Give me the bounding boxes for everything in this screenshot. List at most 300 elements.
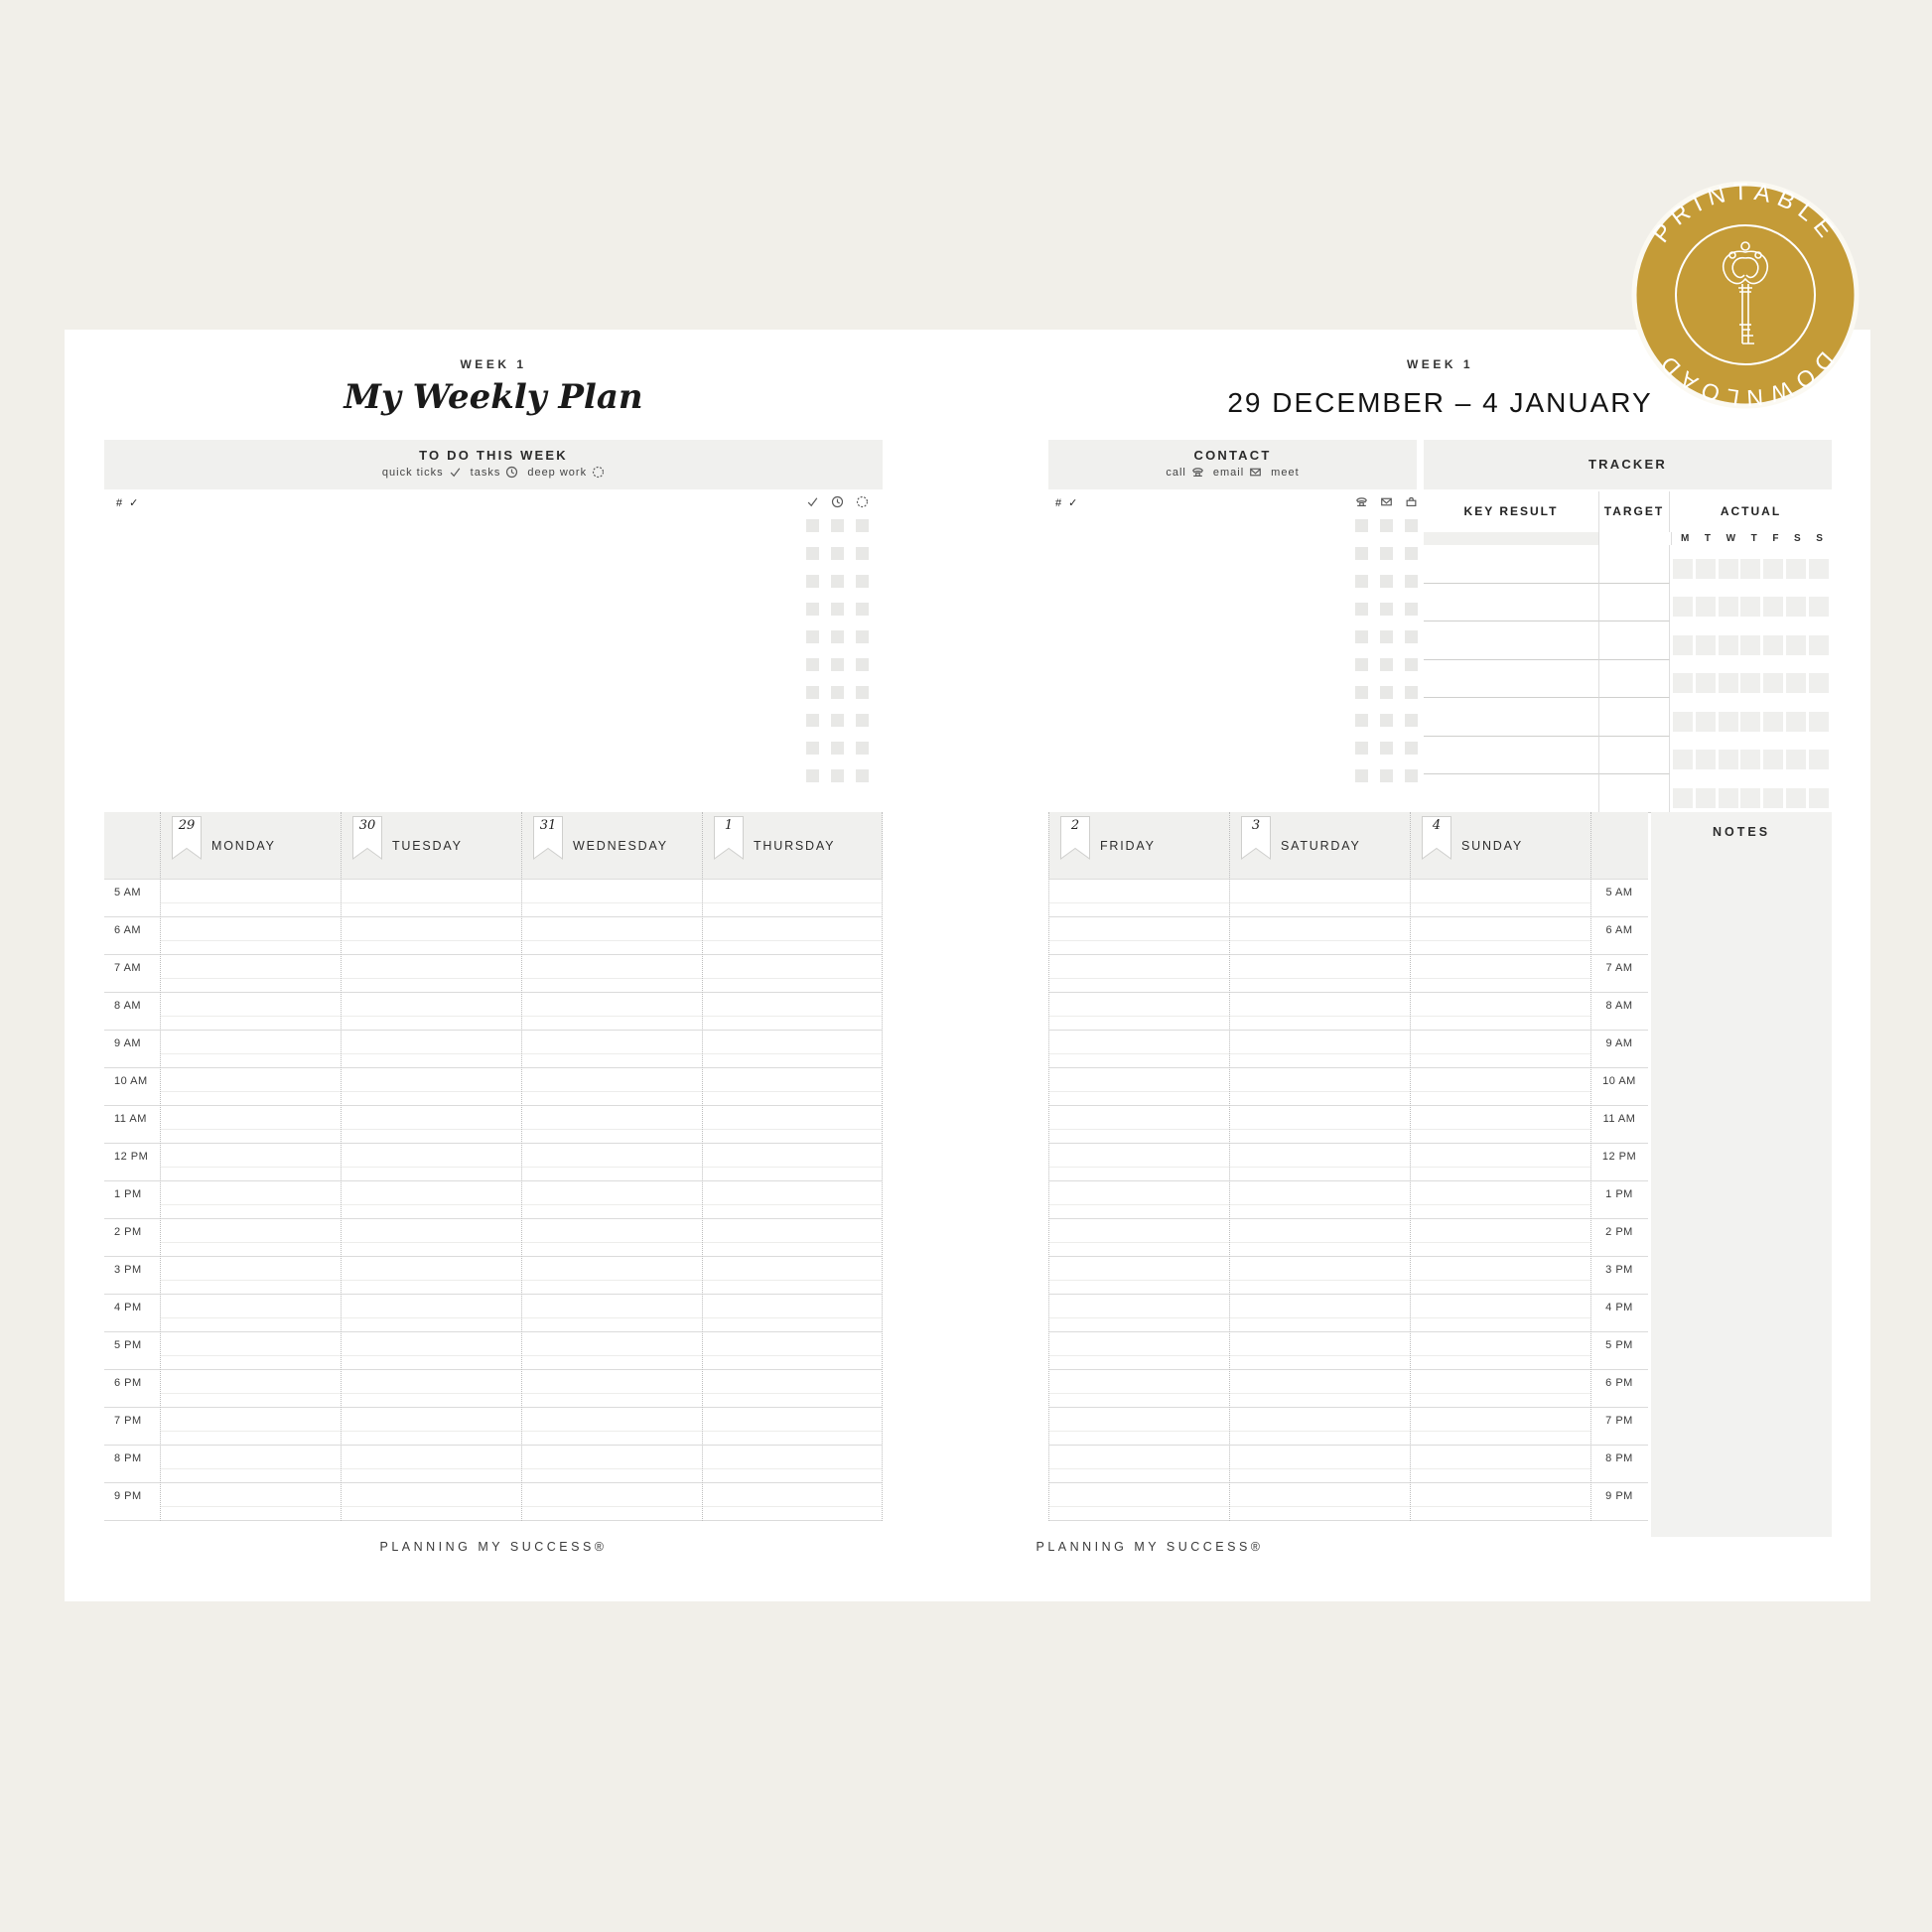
hour-row bbox=[104, 1219, 883, 1257]
checkbox bbox=[831, 575, 844, 588]
day-date: 1 bbox=[724, 818, 734, 833]
half-hour-line bbox=[1048, 1204, 1590, 1205]
checkbox bbox=[806, 575, 819, 588]
checkbox bbox=[831, 714, 844, 727]
tracker-checkbox bbox=[1673, 597, 1693, 617]
half-hour-line bbox=[1048, 940, 1590, 941]
time-label: 12 PM bbox=[114, 1151, 149, 1163]
half-hour-line bbox=[1048, 1167, 1590, 1168]
time-label: 9 AM bbox=[114, 1037, 142, 1049]
tracker-checkbox bbox=[1740, 673, 1760, 693]
tracker-checkbox bbox=[1786, 750, 1806, 769]
hour-row bbox=[104, 1144, 883, 1181]
tracker-target-cell bbox=[1598, 737, 1670, 775]
contact-check-columns bbox=[1355, 495, 1418, 782]
tracker-actual-cell bbox=[1670, 584, 1832, 622]
checkbox bbox=[856, 686, 869, 699]
day-name: WEDNESDAY bbox=[573, 838, 668, 853]
notes-panel bbox=[1651, 812, 1832, 1537]
time-label: 2 PM bbox=[114, 1226, 142, 1238]
checkbox bbox=[806, 769, 819, 782]
day-name: MONDAY bbox=[211, 838, 276, 853]
time-label: 5 PM bbox=[1605, 1339, 1633, 1351]
tracker-checkbox bbox=[1719, 788, 1738, 808]
left-week-label: WEEK 1 bbox=[460, 357, 527, 371]
time-label: 6 PM bbox=[1605, 1377, 1633, 1389]
checkbox bbox=[831, 603, 844, 616]
legend-item bbox=[471, 466, 519, 479]
tracker-checkbox bbox=[1809, 635, 1829, 655]
checkbox bbox=[1405, 547, 1418, 560]
day-column-header bbox=[1048, 812, 1229, 879]
checkbox bbox=[806, 714, 819, 727]
checkbox bbox=[856, 547, 869, 560]
tracker-checkbox bbox=[1740, 750, 1760, 769]
hour-row bbox=[104, 1370, 883, 1408]
tracker-checkbox bbox=[1719, 559, 1738, 579]
time-label: 6 AM bbox=[114, 924, 142, 936]
hour-row bbox=[1048, 1446, 1648, 1483]
time-label: 5 AM bbox=[114, 887, 142, 898]
tracker-key-result-cell bbox=[1424, 584, 1598, 622]
checkbox bbox=[1380, 742, 1393, 755]
right-footer-brand: PLANNING MY SUCCESS® bbox=[1035, 1540, 1264, 1554]
hour-row bbox=[1048, 1144, 1648, 1181]
tracker-key-result-cell bbox=[1424, 621, 1598, 660]
time-label: 12 PM bbox=[1601, 1151, 1637, 1163]
time-label: 3 PM bbox=[1605, 1264, 1633, 1276]
tracker-checkbox bbox=[1719, 597, 1738, 617]
time-label: 9 PM bbox=[114, 1490, 142, 1502]
contact-check-grid bbox=[1355, 519, 1418, 782]
half-hour-line bbox=[1048, 1355, 1590, 1356]
checkbox bbox=[831, 630, 844, 643]
hour-row bbox=[1048, 1408, 1648, 1446]
checkbox bbox=[1355, 686, 1368, 699]
checkbox bbox=[1405, 714, 1418, 727]
column-divider bbox=[1590, 812, 1591, 1521]
check-icon bbox=[806, 495, 819, 508]
tracker-checkbox bbox=[1763, 635, 1783, 655]
legend-label: quick ticks bbox=[381, 466, 444, 479]
hour-row bbox=[1048, 1370, 1648, 1408]
checkbox bbox=[1405, 519, 1418, 532]
tracker-target-cell bbox=[1598, 584, 1670, 622]
tracker-checkbox bbox=[1763, 673, 1783, 693]
half-hour-line bbox=[1048, 1280, 1590, 1281]
hour-row bbox=[1048, 1068, 1648, 1106]
column-divider bbox=[341, 812, 342, 1521]
right-week-grid bbox=[1048, 812, 1648, 1521]
tracker-key-result-cell bbox=[1424, 737, 1598, 775]
compass-icon bbox=[592, 466, 605, 479]
day-column-header bbox=[702, 812, 883, 879]
time-label: 7 PM bbox=[1605, 1415, 1633, 1427]
tracker-row bbox=[1424, 698, 1832, 737]
compass-icon bbox=[856, 495, 869, 508]
hour-row bbox=[1048, 917, 1648, 955]
tracker-subheader-target bbox=[1598, 532, 1672, 545]
time-label: 8 PM bbox=[114, 1452, 142, 1464]
tracker-row bbox=[1424, 621, 1832, 660]
phone-icon bbox=[1355, 495, 1368, 508]
todo-legend bbox=[104, 466, 883, 479]
tracker-rows bbox=[1424, 545, 1832, 813]
time-label: 7 AM bbox=[1605, 962, 1633, 974]
day-name: FRIDAY bbox=[1100, 838, 1156, 853]
tracker-checkbox bbox=[1809, 673, 1829, 693]
column-divider bbox=[1048, 812, 1049, 1521]
tracker-day-letter: T bbox=[1704, 533, 1712, 544]
checkbox bbox=[831, 547, 844, 560]
checkbox bbox=[1355, 769, 1368, 782]
tracker-checkbox bbox=[1673, 559, 1693, 579]
time-label: 5 AM bbox=[1605, 887, 1633, 898]
todo-list-corner: # ✓ bbox=[116, 497, 141, 509]
checkbox bbox=[1355, 547, 1368, 560]
half-hour-line bbox=[1048, 1053, 1590, 1054]
half-hour-line bbox=[1048, 1317, 1590, 1318]
half-hour-line bbox=[1048, 1506, 1590, 1507]
checkbox bbox=[1355, 575, 1368, 588]
tracker-target-cell bbox=[1598, 660, 1670, 699]
time-label: 4 PM bbox=[1605, 1302, 1633, 1313]
tracker-day-letter: M bbox=[1681, 533, 1690, 544]
time-label: 7 AM bbox=[114, 962, 142, 974]
tracker-checkbox bbox=[1719, 750, 1738, 769]
badge-arc-bottom-text: DOWNLOAD bbox=[1651, 346, 1840, 412]
day-name: SUNDAY bbox=[1461, 838, 1523, 853]
hour-row bbox=[104, 1295, 883, 1332]
tracker-checkbox bbox=[1786, 712, 1806, 732]
phone-icon bbox=[1191, 466, 1204, 479]
checkbox bbox=[831, 658, 844, 671]
tracker-target-cell bbox=[1598, 774, 1670, 813]
checkbox bbox=[1355, 714, 1368, 727]
todo-check-grid bbox=[806, 519, 869, 782]
time-label: 8 AM bbox=[1605, 1000, 1633, 1012]
tracker-checkbox bbox=[1673, 788, 1693, 808]
checkbox bbox=[806, 603, 819, 616]
hour-row bbox=[1048, 955, 1648, 993]
checkbox bbox=[856, 742, 869, 755]
checkbox bbox=[1380, 519, 1393, 532]
notes-title: NOTES bbox=[1712, 825, 1771, 839]
time-label: 10 AM bbox=[1602, 1075, 1636, 1087]
checkbox bbox=[806, 658, 819, 671]
legend-item bbox=[1271, 467, 1299, 479]
checkbox bbox=[806, 630, 819, 643]
check-icon bbox=[449, 466, 462, 479]
checkbox bbox=[806, 742, 819, 755]
badge-arc-top-text: PRINTABLE bbox=[1647, 178, 1844, 248]
tracker-checkbox bbox=[1763, 597, 1783, 617]
contact-check-column-icons bbox=[1355, 495, 1418, 508]
hour-row bbox=[1048, 1181, 1648, 1219]
hour-row bbox=[1048, 880, 1648, 917]
column-divider bbox=[160, 812, 161, 1521]
checkbox bbox=[1380, 630, 1393, 643]
tracker-checkbox bbox=[1786, 635, 1806, 655]
tracker-key-result-cell bbox=[1424, 660, 1598, 699]
contact-legend bbox=[1048, 466, 1417, 479]
tracker-checkbox bbox=[1763, 559, 1783, 579]
checkbox bbox=[1355, 742, 1368, 755]
tracker-checkbox bbox=[1786, 559, 1806, 579]
tracker-day-letter: T bbox=[1750, 533, 1757, 544]
tracker-header-row bbox=[1424, 491, 1832, 532]
right-page-title: 29 DECEMBER – 4 JANUARY bbox=[1227, 387, 1653, 418]
checkbox bbox=[856, 714, 869, 727]
hour-row bbox=[1048, 1031, 1648, 1068]
hour-row bbox=[1048, 993, 1648, 1031]
checkbox bbox=[856, 630, 869, 643]
left-day-header-band bbox=[104, 812, 883, 880]
checkbox bbox=[1380, 686, 1393, 699]
checkbox bbox=[1405, 658, 1418, 671]
time-label: 6 AM bbox=[1605, 924, 1633, 936]
half-hour-line bbox=[1048, 978, 1590, 979]
hour-row bbox=[1048, 1332, 1648, 1370]
tracker-checkbox bbox=[1719, 673, 1738, 693]
hour-row bbox=[1048, 1106, 1648, 1144]
time-label: 9 PM bbox=[1605, 1490, 1633, 1502]
time-label: 8 PM bbox=[1605, 1452, 1633, 1464]
tracker-checkbox bbox=[1809, 712, 1829, 732]
checkbox bbox=[856, 769, 869, 782]
clock-icon bbox=[505, 466, 518, 479]
hour-row bbox=[104, 917, 883, 955]
hour-row bbox=[104, 1031, 883, 1068]
checkbox bbox=[831, 742, 844, 755]
tracker-checkbox bbox=[1696, 597, 1716, 617]
hour-row bbox=[104, 1106, 883, 1144]
tracker-row bbox=[1424, 545, 1832, 584]
day-date: 2 bbox=[1070, 818, 1080, 833]
legend-item bbox=[1166, 466, 1204, 479]
todo-check-columns bbox=[806, 495, 869, 782]
tracker-subheader-strip bbox=[1424, 532, 1598, 545]
tracker-table bbox=[1424, 491, 1832, 813]
checkbox bbox=[1355, 519, 1368, 532]
time-label: 11 AM bbox=[114, 1113, 147, 1125]
time-label: 8 AM bbox=[114, 1000, 142, 1012]
left-footer-brand: PLANNING MY SUCCESS® bbox=[379, 1540, 608, 1554]
checkbox bbox=[1405, 742, 1418, 755]
tracker-checkbox bbox=[1673, 750, 1693, 769]
briefcase-icon bbox=[1405, 495, 1418, 508]
checkbox bbox=[831, 769, 844, 782]
half-hour-line bbox=[1048, 1431, 1590, 1432]
day-name: SATURDAY bbox=[1281, 838, 1361, 853]
day-name: THURSDAY bbox=[754, 838, 836, 853]
tracker-title: TRACKER bbox=[1588, 457, 1667, 472]
tracker-checkbox bbox=[1740, 712, 1760, 732]
tracker-checkbox bbox=[1696, 559, 1716, 579]
checkbox bbox=[1355, 603, 1368, 616]
tracker-day-letter: W bbox=[1725, 533, 1736, 544]
tracker-key-result-cell bbox=[1424, 698, 1598, 737]
checkbox bbox=[1380, 547, 1393, 560]
hour-row bbox=[104, 1446, 883, 1483]
tracker-checkbox bbox=[1696, 788, 1716, 808]
tracker-checkbox bbox=[1740, 597, 1760, 617]
legend-label: meet bbox=[1271, 466, 1300, 479]
hour-row bbox=[104, 1332, 883, 1370]
tracker-checkbox bbox=[1809, 597, 1829, 617]
tracker-row bbox=[1424, 774, 1832, 813]
left-hour-rows bbox=[104, 880, 883, 1521]
tracker-checkbox bbox=[1786, 597, 1806, 617]
tracker-row bbox=[1424, 737, 1832, 775]
tracker-col-key-result: KEY RESULT bbox=[1463, 504, 1559, 518]
hour-row bbox=[104, 1068, 883, 1106]
half-hour-line bbox=[1048, 1468, 1590, 1469]
half-hour-line bbox=[1048, 1016, 1590, 1017]
checkbox bbox=[1380, 603, 1393, 616]
time-label: 9 AM bbox=[1605, 1037, 1633, 1049]
tracker-col-actual: ACTUAL bbox=[1720, 504, 1782, 518]
day-date: 3 bbox=[1251, 818, 1261, 833]
tracker-checkbox bbox=[1719, 635, 1738, 655]
contact-section-header bbox=[1048, 440, 1417, 489]
time-label: 7 PM bbox=[114, 1415, 142, 1427]
tracker-checkbox bbox=[1740, 635, 1760, 655]
tracker-checkbox bbox=[1740, 559, 1760, 579]
checkbox bbox=[1355, 630, 1368, 643]
left-page-title: My Weekly Plan bbox=[344, 377, 643, 417]
column-divider bbox=[882, 812, 883, 1521]
tracker-checkbox bbox=[1809, 559, 1829, 579]
hour-row bbox=[104, 1483, 883, 1521]
day-name: TUESDAY bbox=[392, 838, 463, 853]
column-divider bbox=[702, 812, 703, 1521]
tracker-actual-cell bbox=[1670, 774, 1832, 813]
hour-row bbox=[104, 1408, 883, 1446]
checkbox bbox=[806, 519, 819, 532]
checkbox bbox=[1380, 769, 1393, 782]
legend-label: call bbox=[1166, 466, 1186, 479]
day-column-header bbox=[160, 812, 341, 879]
hour-row bbox=[1048, 1219, 1648, 1257]
legend-label: email bbox=[1212, 466, 1245, 479]
tracker-checkbox bbox=[1719, 712, 1738, 732]
tracker-actual-cell bbox=[1670, 545, 1832, 584]
tracker-target-cell bbox=[1598, 621, 1670, 660]
tracker-checkbox bbox=[1763, 788, 1783, 808]
tracker-day-letters bbox=[1672, 532, 1832, 545]
time-label: 4 PM bbox=[114, 1302, 142, 1313]
hour-row bbox=[1048, 1257, 1648, 1295]
checkbox bbox=[806, 686, 819, 699]
column-divider bbox=[521, 812, 522, 1521]
hour-row bbox=[1048, 1483, 1648, 1521]
day-date: 29 bbox=[178, 818, 196, 833]
time-label: 6 PM bbox=[114, 1377, 142, 1389]
tracker-checkbox bbox=[1763, 712, 1783, 732]
tracker-actual-cell bbox=[1670, 660, 1832, 699]
checkbox bbox=[1355, 658, 1368, 671]
tracker-checkbox bbox=[1696, 673, 1716, 693]
tracker-section-header bbox=[1424, 440, 1832, 489]
tracker-col-target: TARGET bbox=[1598, 491, 1670, 532]
time-label: 1 PM bbox=[114, 1188, 142, 1200]
tracker-subheader-row bbox=[1424, 532, 1832, 545]
hour-row bbox=[104, 880, 883, 917]
todo-section-header bbox=[104, 440, 883, 489]
legend-item bbox=[1213, 466, 1262, 479]
checkbox bbox=[831, 686, 844, 699]
legend-item bbox=[527, 466, 605, 479]
tracker-key-result-cell bbox=[1424, 545, 1598, 584]
left-week-grid bbox=[104, 812, 883, 1521]
checkbox bbox=[1405, 769, 1418, 782]
tracker-checkbox bbox=[1740, 788, 1760, 808]
half-hour-line bbox=[1048, 1242, 1590, 1243]
tracker-checkbox bbox=[1696, 750, 1716, 769]
tracker-day-letter: S bbox=[1816, 533, 1823, 544]
checkbox bbox=[1380, 575, 1393, 588]
half-hour-line bbox=[1048, 1393, 1590, 1394]
tracker-checkbox bbox=[1673, 712, 1693, 732]
time-label: 10 AM bbox=[114, 1075, 148, 1087]
tracker-actual-cell bbox=[1670, 621, 1832, 660]
time-label: 1 PM bbox=[1605, 1188, 1633, 1200]
day-column-header bbox=[1229, 812, 1410, 879]
hour-row bbox=[1048, 1295, 1648, 1332]
checkbox bbox=[831, 519, 844, 532]
day-date: 31 bbox=[539, 818, 557, 833]
column-divider bbox=[1410, 812, 1411, 1521]
tracker-checkbox bbox=[1786, 788, 1806, 808]
column-divider bbox=[1229, 812, 1230, 1521]
right-week-label: WEEK 1 bbox=[1406, 357, 1473, 371]
tracker-checkbox bbox=[1763, 750, 1783, 769]
tracker-checkbox bbox=[1673, 635, 1693, 655]
day-date: 30 bbox=[358, 818, 376, 833]
tracker-checkbox bbox=[1786, 673, 1806, 693]
legend-label: tasks bbox=[470, 466, 501, 479]
day-date: 4 bbox=[1432, 818, 1442, 833]
legend-label: deep work bbox=[527, 466, 588, 479]
half-hour-line bbox=[1048, 1091, 1590, 1092]
half-hour-line bbox=[1048, 1129, 1590, 1130]
time-label: 2 PM bbox=[1605, 1226, 1633, 1238]
tracker-checkbox bbox=[1809, 788, 1829, 808]
right-hour-rows bbox=[1048, 880, 1648, 1521]
todo-title: TO DO THIS WEEK bbox=[419, 448, 568, 463]
tracker-checkbox bbox=[1673, 673, 1693, 693]
clock-icon bbox=[831, 495, 844, 508]
day-column-header bbox=[1410, 812, 1590, 879]
time-label: 11 AM bbox=[1602, 1113, 1636, 1125]
day-column-header bbox=[341, 812, 521, 879]
checkbox bbox=[1405, 575, 1418, 588]
tracker-checkbox bbox=[1696, 635, 1716, 655]
checkbox bbox=[1405, 630, 1418, 643]
hour-row bbox=[104, 1257, 883, 1295]
tracker-checkbox bbox=[1696, 712, 1716, 732]
hour-row bbox=[104, 1181, 883, 1219]
tracker-day-letter: S bbox=[1794, 533, 1801, 544]
checkbox bbox=[806, 547, 819, 560]
hour-row bbox=[104, 955, 883, 993]
envelope-icon bbox=[1249, 466, 1262, 479]
checkbox bbox=[856, 658, 869, 671]
envelope-icon bbox=[1380, 495, 1393, 508]
checkbox bbox=[1380, 658, 1393, 671]
contact-list-corner: # ✓ bbox=[1055, 497, 1080, 509]
